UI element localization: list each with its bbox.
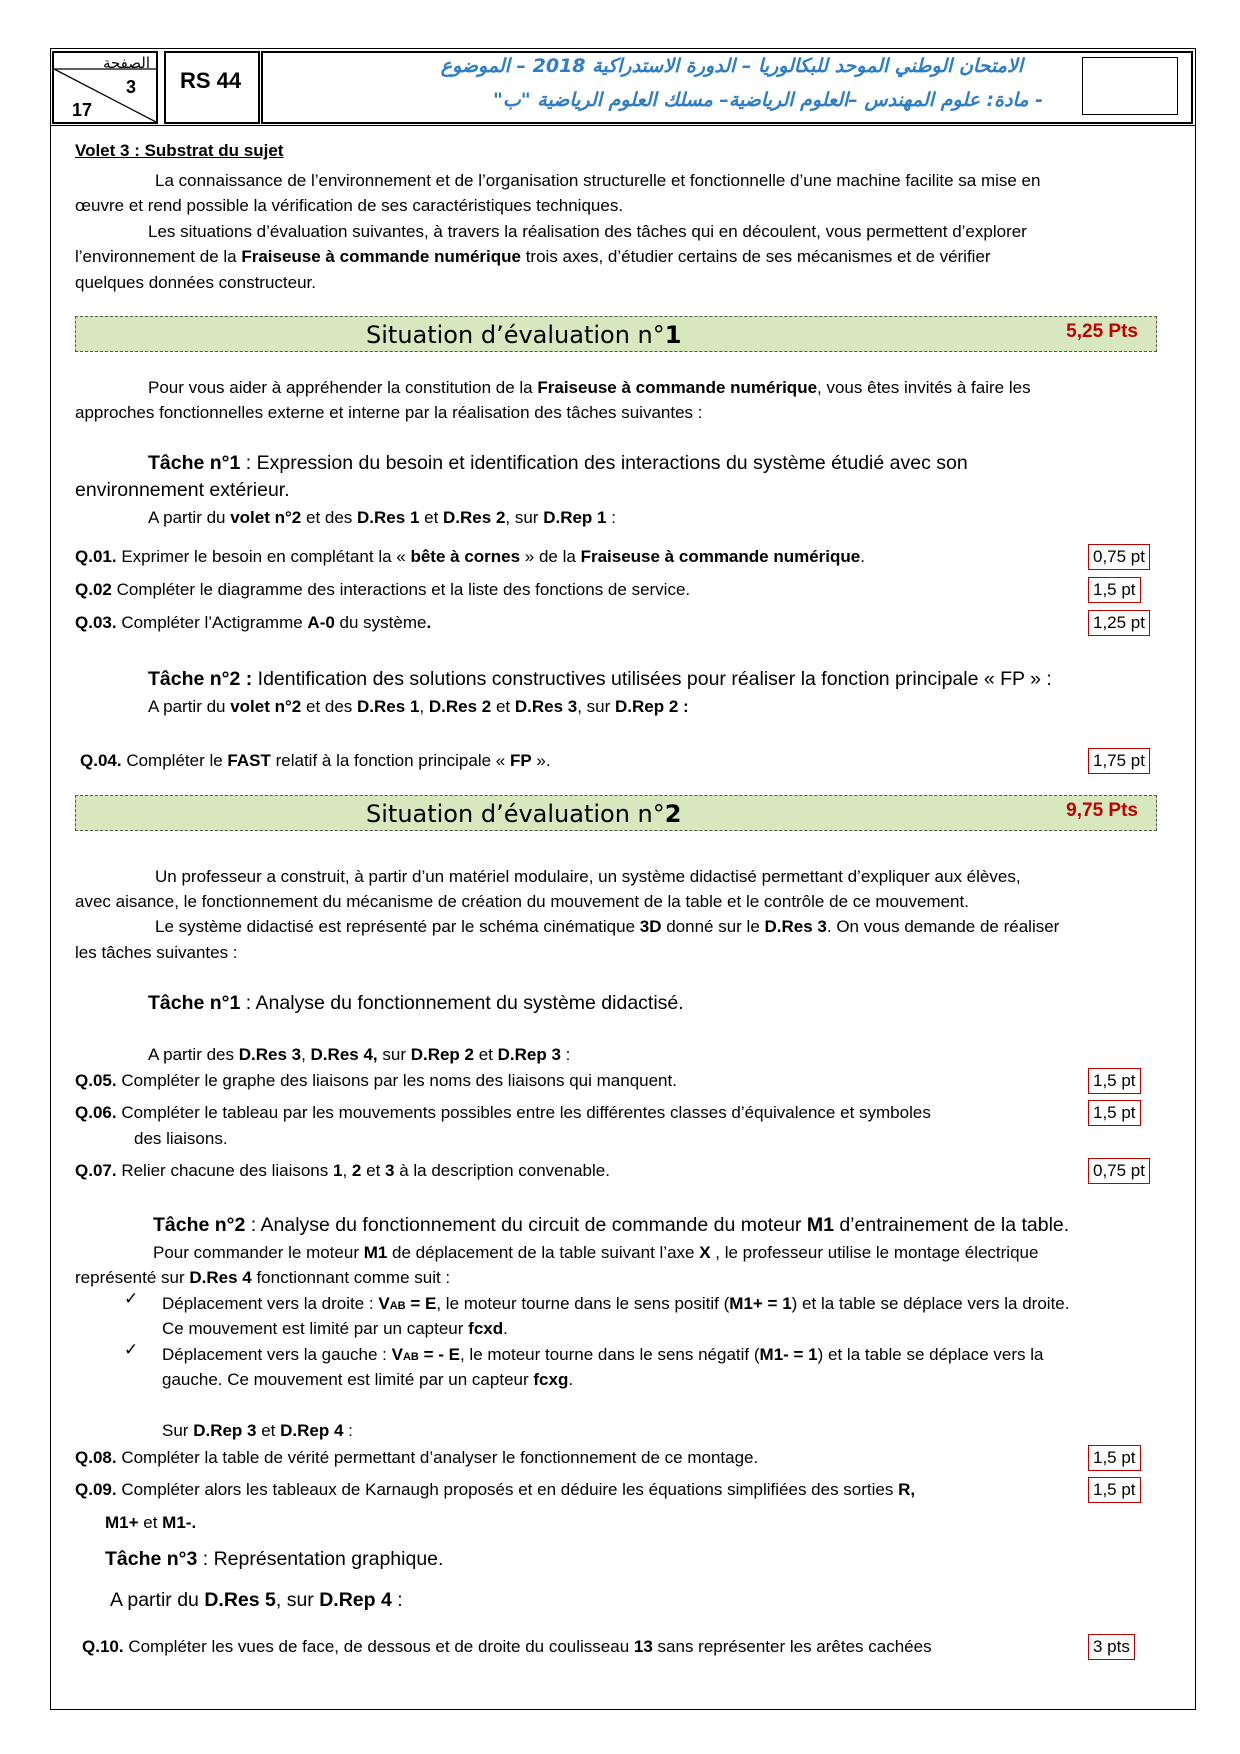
s1-intro-line1: Pour vous aider à appréhender la constitution de la Fraiseuse à commande numérique, vous êtes invités à faire les bbox=[148, 378, 1031, 397]
s2-intro-line2: avec aisance, le fonctionnement du mécanisme de création du mouvement de la table et le contrôle de ce mouvement. bbox=[75, 892, 969, 911]
question-q08: Q.08. Compléter la table de vérité permettant d’analyser le fonctionnement de ce montage. bbox=[75, 1448, 759, 1467]
question-q09-line2: M1+ et M1-. bbox=[105, 1513, 197, 1532]
page-label: الصفحة bbox=[102, 54, 150, 72]
q02-points: 1,5 pt bbox=[1088, 577, 1141, 603]
intro-p1-line2: œuvre et rend possible la vérification de ses caractéristiques techniques. bbox=[75, 196, 624, 215]
situation-2-title: Situation d’évaluation n°2 bbox=[366, 800, 682, 828]
question-q02: Q.02 Compléter le diagramme des interactions et la liste des fonctions de service. bbox=[75, 580, 691, 599]
situation-1-title: Situation d’évaluation n°1 bbox=[366, 321, 682, 349]
q03-points: 1,25 pt bbox=[1088, 610, 1150, 636]
situation-2-banner bbox=[75, 795, 1157, 831]
exam-code-box bbox=[164, 51, 260, 124]
intro-p2-line1: Les situations d’évaluation suivantes, à travers la réalisation des tâches qui en découlent, vous permettent d’explorer bbox=[148, 222, 1027, 241]
s1-tache1-ref: A partir du volet n°2 et des D.Res 1 et D.Res 2, sur D.Rep 1 : bbox=[148, 508, 616, 527]
s2-tache3-heading: Tâche n°3 : Représentation graphique. bbox=[105, 1548, 444, 1570]
q05-points: 1,5 pt bbox=[1088, 1068, 1141, 1094]
exam-code: RS 44 bbox=[180, 68, 242, 93]
page-total: 17 bbox=[72, 100, 93, 120]
intro-p2-line3: quelques données constructeur. bbox=[75, 273, 317, 292]
question-q07: Q.07. Relier chacune des liaisons 1, 2 et 3 à la description convenable. bbox=[75, 1161, 610, 1180]
intro-p1-line1: La connaissance de l’environnement et de l’organisation structurelle et fonctionnelle d’une machine facilite sa mise en bbox=[155, 171, 1041, 190]
question-q01: Q.01. Exprimer le besoin en complétant la « bête à cornes » de la Fraiseuse à commande numérique. bbox=[75, 547, 865, 566]
question-q03: Q.03. Compléter l’Actigramme A-0 du système. bbox=[75, 613, 432, 632]
q07-points: 0,75 pt bbox=[1088, 1158, 1150, 1184]
check-icon: ✓ bbox=[124, 1340, 139, 1359]
bullet2-line1: Déplacement vers la gauche : VAB = - E, le moteur tourne dans le sens négatif (M1- = 1) et la table se déplace vers la bbox=[162, 1345, 1044, 1364]
question-q06: Q.06. Compléter le tableau par les mouvements possibles entre les différentes classes d’équivalence et symboles bbox=[75, 1103, 931, 1122]
s2-tache3-ref: A partir du D.Res 5, sur D.Rep 4 : bbox=[110, 1589, 403, 1611]
s2-tache2-line1: Pour commander le moteur M1 de déplacement de la table suivant l’axe X , le professeur utilise le montage électrique bbox=[153, 1243, 1039, 1262]
s1-tache1-heading: Tâche n°1 : Expression du besoin et identification des interactions du système étudié avec son bbox=[148, 452, 968, 474]
s1-intro-line2: approches fonctionnelles externe et interne par la réalisation des tâches suivantes : bbox=[75, 403, 703, 422]
exam-title-line1: الامتحان الوطني الموحد للبكالوريا – الدورة الاستدراكية 2018 – الموضوع bbox=[440, 55, 1023, 77]
s2-tache2-ref: Sur D.Rep 3 et D.Rep 4 : bbox=[162, 1421, 353, 1440]
q04-points: 1,75 pt bbox=[1088, 748, 1150, 774]
question-q04: Q.04. Compléter le FAST relatif à la fonction principale « FP ». bbox=[80, 751, 551, 770]
s2-tache1-ref: A partir des D.Res 3, D.Res 4, sur D.Rep 2 et D.Rep 3 : bbox=[148, 1045, 571, 1064]
situation-1-banner bbox=[75, 316, 1157, 352]
s2-intro-line4: les tâches suivantes : bbox=[75, 943, 238, 962]
situation-1-points: 5,25 Pts bbox=[1066, 321, 1138, 342]
intro-p2-line2: l’environnement de la Fraiseuse à commande numérique trois axes, d’étudier certains de ses mécanismes et de vérifier bbox=[75, 247, 991, 266]
s1-tache2-ref: A partir du volet n°2 et des D.Res 1, D.Res 2 et D.Res 3, sur D.Rep 2 : bbox=[148, 697, 689, 716]
q01-points: 0,75 pt bbox=[1088, 544, 1150, 570]
s1-tache2-heading: Tâche n°2 : Identification des solutions constructives utilisées pour réaliser la fonction principale « FP » : bbox=[148, 668, 1052, 690]
blank-box bbox=[1082, 57, 1178, 115]
page-number: 3 bbox=[126, 77, 137, 97]
page-number-box bbox=[52, 51, 158, 124]
bullet1-line1: Déplacement vers la droite : VAB = E, le moteur tourne dans le sens positif (M1+ = 1) et la table se déplace vers la droite. bbox=[162, 1294, 1070, 1313]
exam-title-box bbox=[261, 51, 1193, 124]
s2-intro-line1: Un professeur a construit, à partir d’un matériel modulaire, un système didactisé permettant d’expliquer aux élèves, bbox=[155, 867, 1021, 886]
situation-2-points: 9,75 Pts bbox=[1066, 800, 1138, 821]
question-q06-line2: des liaisons. bbox=[134, 1129, 228, 1148]
s2-tache2-line2: représenté sur D.Res 4 fonctionnant comme suit : bbox=[75, 1268, 451, 1287]
exam-title-line2: - مادة: علوم المهندس –العلوم الرياضية– مسلك العلوم الرياضية "ب" bbox=[493, 89, 1043, 111]
s2-tache1-heading: Tâche n°1 : Analyse du fonctionnement du système didactisé. bbox=[148, 992, 684, 1014]
q08-points: 1,5 pt bbox=[1088, 1445, 1141, 1471]
s2-intro-line3: Le système didactisé est représenté par le schéma cinématique 3D donné sur le D.Res 3. On vous demande de réaliser bbox=[155, 917, 1060, 936]
bullet1-line2: Ce mouvement est limité par un capteur fcxd. bbox=[162, 1319, 508, 1338]
volet-title: Volet 3 : Substrat du sujet bbox=[75, 141, 284, 160]
s2-tache2-heading: Tâche n°2 : Analyse du fonctionnement du circuit de commande du moteur M1 d’entrainement de la table. bbox=[153, 1214, 1070, 1236]
q09-points: 1,5 pt bbox=[1088, 1477, 1141, 1503]
q06-points: 1,5 pt bbox=[1088, 1100, 1141, 1126]
bullet2-line2: gauche. Ce mouvement est limité par un capteur fcxg. bbox=[162, 1370, 574, 1389]
question-q05: Q.05. Compléter le graphe des liaisons par les noms des liaisons qui manquent. bbox=[75, 1071, 677, 1090]
s1-tache1-heading-line2: environnement extérieur. bbox=[75, 479, 290, 501]
q10-points: 3 pts bbox=[1088, 1634, 1135, 1660]
question-q10: Q.10. Compléter les vues de face, de dessous et de droite du coulisseau 13 sans représenter les arêtes cachées bbox=[82, 1637, 932, 1656]
question-q09: Q.09. Compléter alors les tableaux de Karnaugh proposés et en déduire les équations simplifiées des sorties R, bbox=[75, 1480, 916, 1499]
check-icon: ✓ bbox=[124, 1289, 139, 1308]
